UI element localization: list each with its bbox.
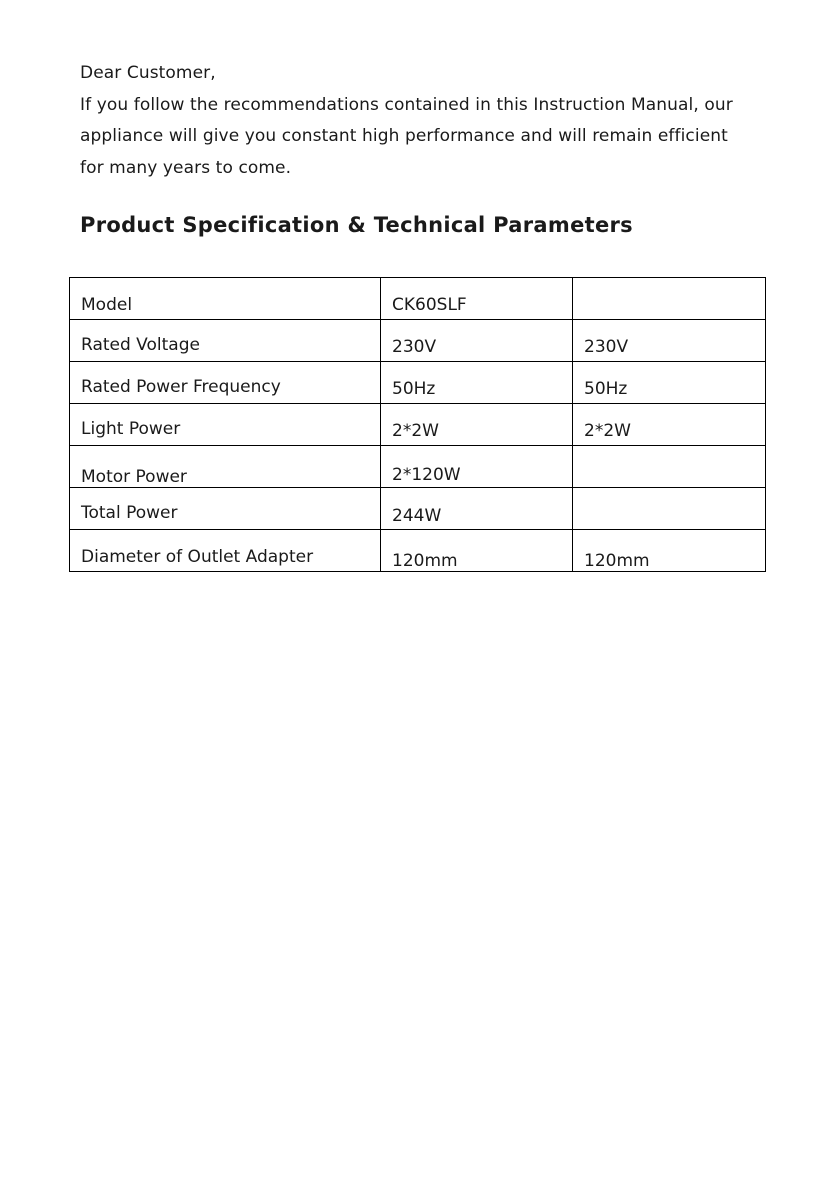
- spec-label: Model: [70, 278, 381, 320]
- spec-value: 2*2W: [573, 404, 766, 446]
- spec-row-rated-power-frequency: [70, 362, 766, 404]
- section-heading: Product Specification & Technical Parameters: [80, 213, 633, 237]
- intro-line-1: If you follow the recommendations contained in this Instruction Manual, our: [80, 94, 733, 115]
- spec-table: [69, 277, 766, 572]
- spec-label: Diameter of Outlet Adapter: [70, 530, 381, 572]
- intro-line-2: appliance will give you constant high performance and will remain efficient: [80, 126, 728, 146]
- salutation: Dear Customer,: [80, 63, 216, 83]
- spec-label: Motor Power: [70, 446, 381, 488]
- spec-row-model: [70, 278, 766, 320]
- spec-value: [573, 278, 766, 320]
- spec-label: Light Power: [70, 404, 381, 446]
- spec-row-motor-power: [70, 446, 766, 488]
- spec-value: CK60SLF: [381, 278, 573, 320]
- spec-value: 230V: [381, 320, 573, 362]
- spec-value: [573, 488, 766, 530]
- spec-row-total-power: [70, 488, 766, 530]
- spec-label: Rated Voltage: [70, 320, 381, 362]
- spec-row-light-power: [70, 404, 766, 446]
- spec-value: [573, 446, 766, 488]
- spec-value: 2*2W: [381, 404, 573, 446]
- intro-line-3: for many years to come.: [80, 157, 292, 178]
- spec-value: 120mm: [573, 530, 766, 572]
- spec-value: 120mm: [381, 530, 573, 572]
- spec-label: Rated Power Frequency: [70, 362, 381, 404]
- spec-value: 50Hz: [381, 362, 573, 404]
- spec-value: 2*120W: [381, 446, 573, 488]
- spec-row-outlet-diameter: [70, 530, 766, 572]
- spec-label: Total Power: [70, 488, 381, 530]
- spec-value: 230V: [573, 320, 766, 362]
- spec-row-rated-voltage: [70, 320, 766, 362]
- intro-text: [80, 58, 780, 184]
- spec-value: 244W: [381, 488, 573, 530]
- spec-value: 50Hz: [573, 362, 766, 404]
